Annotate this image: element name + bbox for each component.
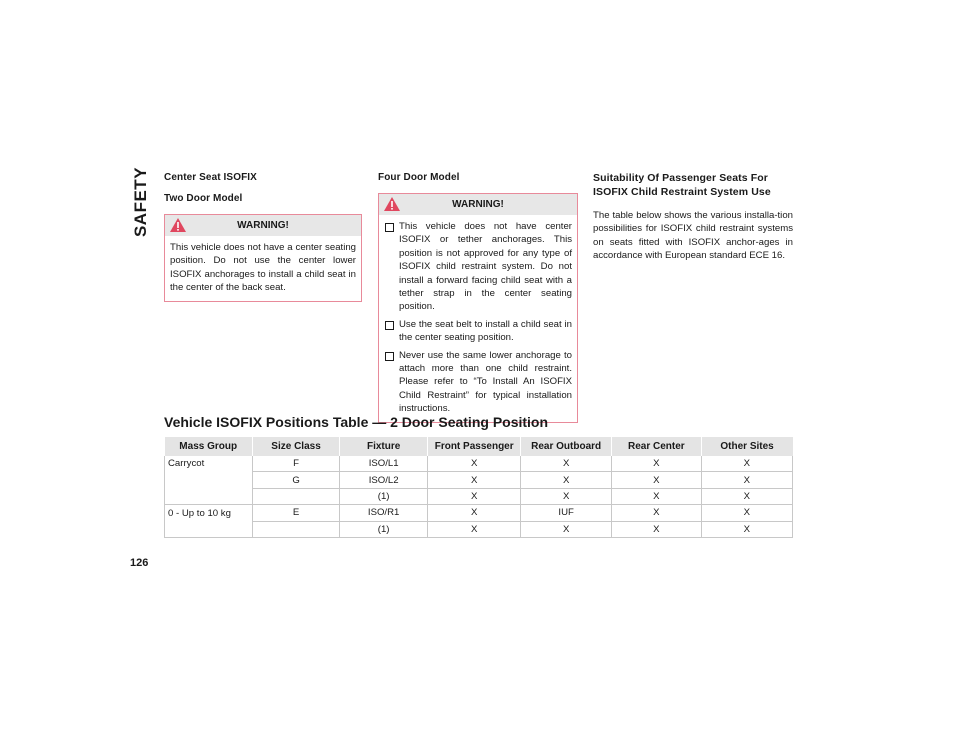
cell-mass-group [165, 488, 253, 504]
warning-triangle-icon [383, 196, 401, 212]
cell-rear-center: X [612, 472, 702, 488]
isofix-positions-table [164, 437, 793, 538]
subheading-four-door: Four Door Model [378, 172, 460, 183]
cell-other-sites: X [701, 456, 792, 472]
warning-header [165, 215, 361, 236]
warning-box-four-door [378, 193, 578, 423]
column-header: Other Sites [701, 437, 792, 456]
column-left [164, 172, 362, 302]
warning-title: WARNING! [452, 199, 504, 210]
cell-rear-outboard: X [521, 472, 612, 488]
column-header: Size Class [252, 437, 339, 456]
warning-header [379, 194, 577, 215]
cell-rear-outboard: X [521, 521, 612, 537]
checkbox-bullet-icon [385, 352, 394, 361]
cell-other-sites: X [701, 521, 792, 537]
cell-rear-outboard: X [521, 456, 612, 472]
cell-mass-group: Carrycot [165, 456, 253, 472]
column-middle [378, 172, 578, 423]
table-row [165, 456, 793, 472]
warning-text: This vehicle does not have a center seating position. Do not use the center lower ISOFIX anchorages to install a child seat in the center of the back seat. [170, 242, 356, 294]
cell-front-passenger: X [428, 521, 521, 537]
warning-list [384, 220, 572, 416]
cell-rear-center: X [612, 488, 702, 504]
warning-box-two-door [164, 214, 362, 302]
cell-other-sites: X [701, 472, 792, 488]
cell-rear-outboard: IUF [521, 505, 612, 521]
warning-item [384, 349, 572, 416]
section-title: SAFETY [131, 166, 150, 238]
column-header: Rear Outboard [521, 437, 612, 456]
cell-fixture: (1) [340, 521, 428, 537]
table-row [165, 472, 793, 488]
cell-fixture: ISO/R1 [340, 505, 428, 521]
cell-fixture: (1) [340, 488, 428, 504]
cell-size-class: E [252, 505, 339, 521]
column-header: Fixture [340, 437, 428, 456]
column-header: Rear Center [612, 437, 702, 456]
warning-item-text: Use the seat belt to install a child seat in the center seating position. [399, 318, 572, 344]
cell-front-passenger: X [428, 456, 521, 472]
cell-size-class [252, 521, 339, 537]
subheading-two-door: Two Door Model [164, 193, 243, 204]
column-header: Front Passenger [428, 437, 521, 456]
table-header-row [165, 437, 793, 456]
warning-item [384, 220, 572, 314]
cell-front-passenger: X [428, 488, 521, 504]
cell-rear-outboard: X [521, 488, 612, 504]
warning-item [384, 318, 572, 345]
cell-front-passenger: X [428, 472, 521, 488]
table-row [165, 505, 793, 521]
checkbox-bullet-icon [385, 223, 394, 232]
cell-rear-center: X [612, 521, 702, 537]
cell-size-class [252, 488, 339, 504]
table-row [165, 488, 793, 504]
checkbox-bullet-icon [385, 321, 394, 330]
warning-triangle-icon [169, 217, 187, 233]
suitability-paragraph: The table below shows the various installa-tion possibilities for ISOFIX child restraint systems on seats fitted with ISOFIX anchor-ages in accordance with European standard ECE 16. [593, 210, 793, 262]
warning-item-text: This vehicle does not have center ISOFIX or tether anchorages. This position is not approved for any type of ISOFIX child restraint system. Do not install a forward facing child seat with a tether strap in the center seating position. [399, 221, 572, 313]
cell-other-sites: X [701, 488, 792, 504]
section-tab [128, 166, 154, 238]
page-number: 126 [130, 557, 149, 569]
heading-center-seat: Center Seat ISOFIX [164, 172, 257, 183]
cell-mass-group [165, 472, 253, 488]
cell-rear-center: X [612, 505, 702, 521]
table-title: Vehicle ISOFIX Positions Table — 2 Door Seating Position [164, 414, 549, 430]
column-right [593, 172, 793, 263]
warning-title: WARNING! [237, 220, 289, 231]
cell-mass-group: 0 - Up to 10 kg [165, 505, 253, 521]
cell-rear-center: X [612, 456, 702, 472]
cell-size-class: F [252, 456, 339, 472]
cell-fixture: ISO/L2 [340, 472, 428, 488]
cell-mass-group [165, 521, 253, 537]
cell-front-passenger: X [428, 505, 521, 521]
cell-size-class: G [252, 472, 339, 488]
column-header: Mass Group [165, 437, 253, 456]
cell-other-sites: X [701, 505, 792, 521]
warning-body [379, 215, 577, 422]
warning-item-text: Never use the same lower anchorage to attach more than one child restraint. Please refer to “To Install An ISOFIX Child Restraint” for typical installation instructions. [399, 349, 572, 415]
heading-suitability: Suitability Of Passenger Seats For ISOFIX Child Restraint System Use [593, 172, 771, 198]
cell-fixture: ISO/L1 [340, 456, 428, 472]
table-row [165, 521, 793, 537]
